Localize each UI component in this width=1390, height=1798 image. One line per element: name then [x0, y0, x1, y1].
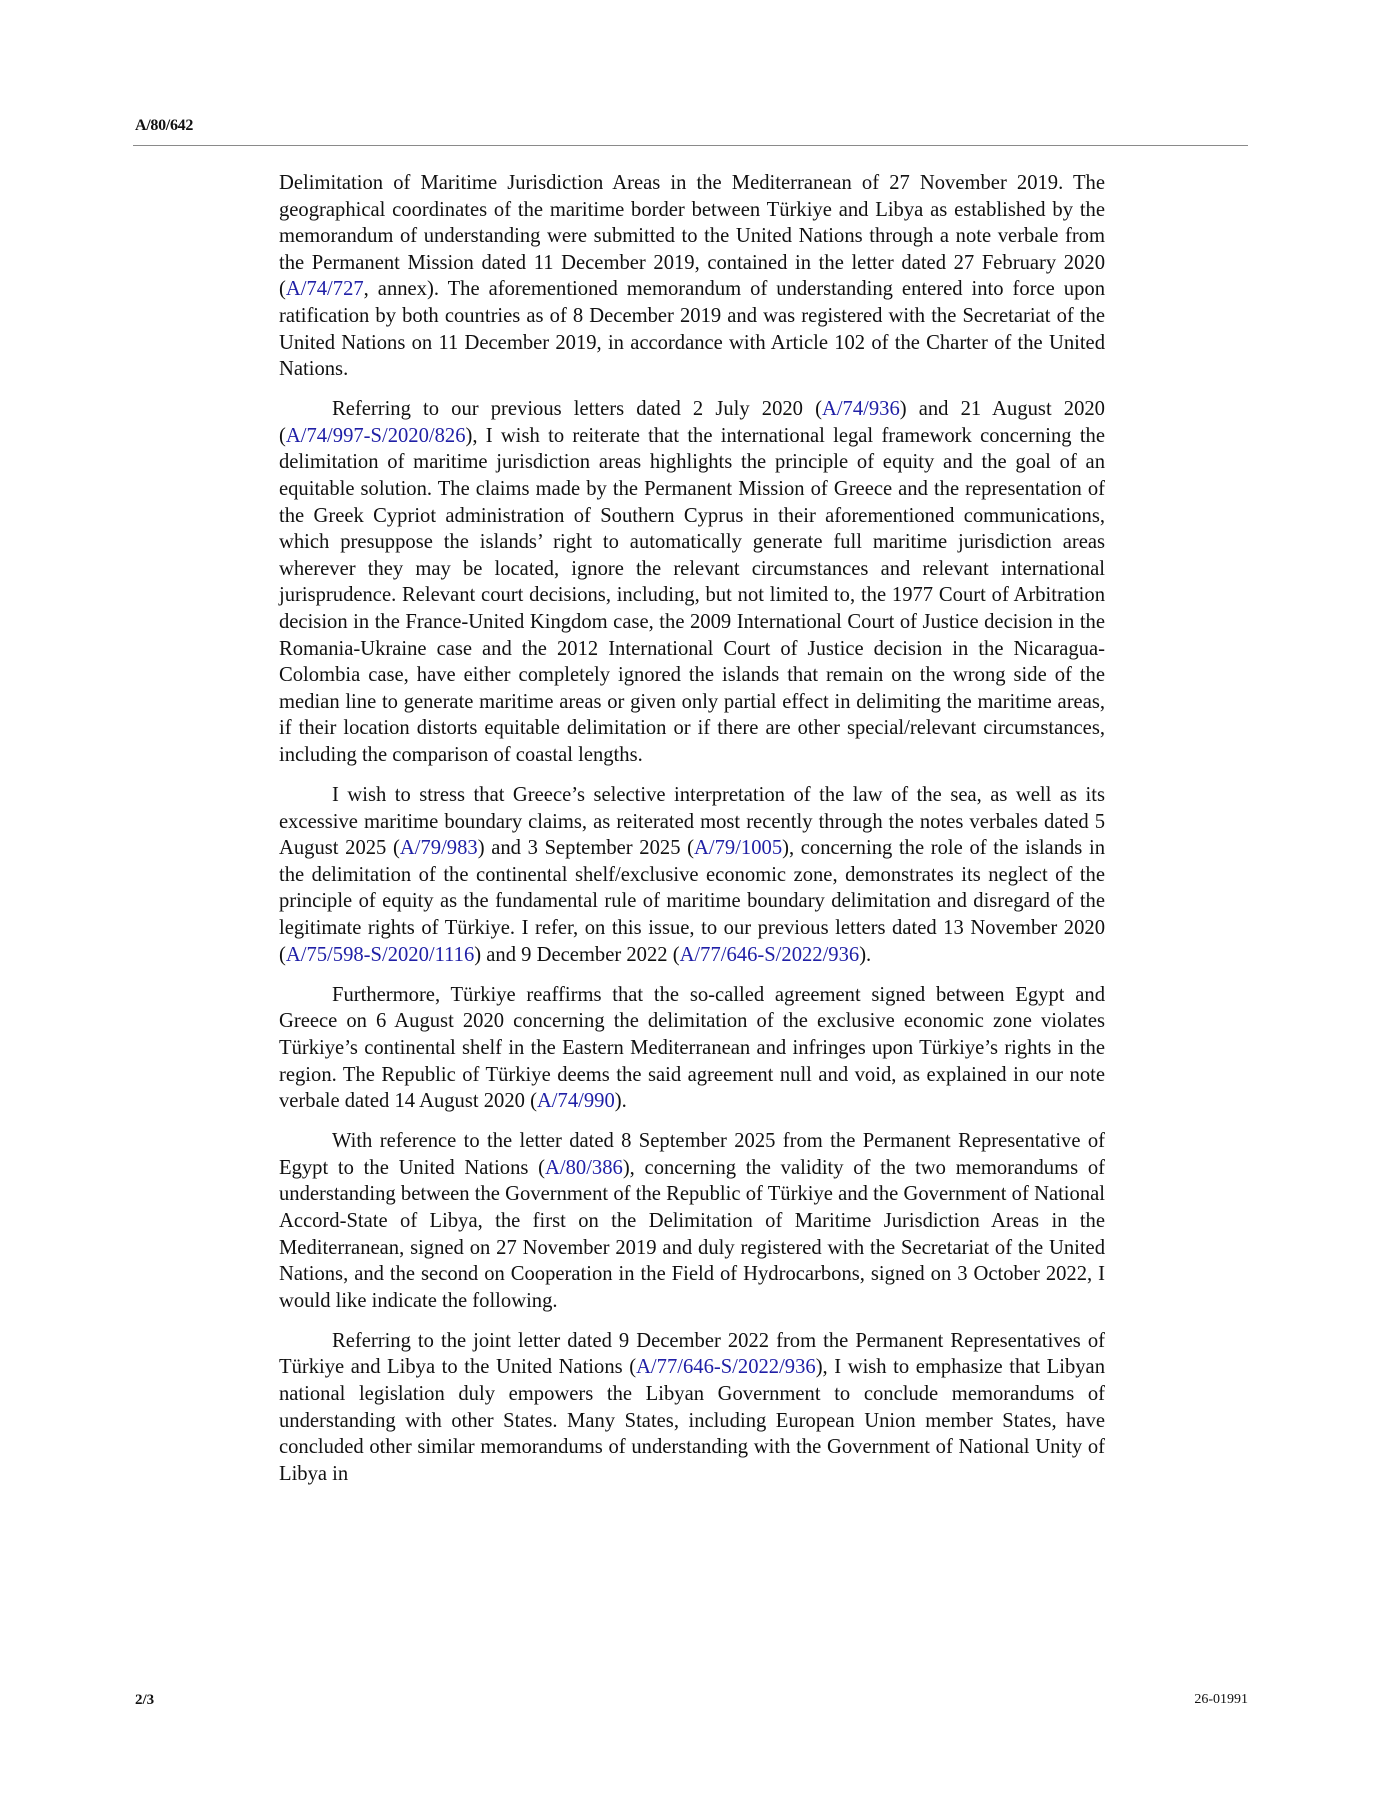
paragraph-text: Referring to our previous letters dated 2 July 2020 ( [332, 398, 822, 421]
body-paragraph [279, 170, 1105, 383]
paragraph-text: I wish to stress that Greece’s selective interpretation of the law of the sea, as well as its excessive maritime boundary claims, as reiterated most recently through the notes verbales dated 5 August 2025 ( [279, 784, 1105, 860]
paragraph-text: , annex). The aforementioned memorandum of understanding entered into force upon ratification by both countries as of 8 December 2019 and was registered with the Secretariat of the United Nations on 11 December 2019, in accordance with Article 102 of the Charter of the United Nations. [279, 278, 1105, 381]
body-paragraph [279, 782, 1105, 968]
paragraph-text: ), I wish to reiterate that the international legal framework concerning the delimitation of maritime jurisdiction areas highlights the principle of equity and the goal of an equitable solution. The claims made by the Permanent Mission of Greece and the representation of the Greek Cypriot administration of Southern Cyprus in their aforementioned communications, which presuppose the islands’ right to automatically generate full maritime jurisdiction areas wherever they may be located, ignore the relevant circumstances and relevant international jurisprudence. Relevant court decisions, including, but not limited to, the 1977 Court of Arbitration decision in the France-United Kingdom case, the 2009 International Court of Justice decision in the Romania-Ukraine case and the 2012 International Court of Justice decision in the Nicaragua-Colombia case, have either completely ignored the islands that remain on the wrong side of the median line to generate maritime areas or given only partial effect in delimiting the maritime areas, if their location distorts equitable delimitation or if there are other special/relevant circumstances, including the comparison of coastal lengths. [279, 424, 1105, 766]
paragraph-text: ), I wish to emphasize that Libyan national legislation duly empowers the Libyan Government to conclude memorandums of understanding with other States. Many States, including European Union member States, have concluded other similar memorandums of understanding with the Government of National Unity of Libya in [279, 1356, 1105, 1485]
paragraph-text: Delimitation of Maritime Jurisdiction Areas in the Mediterranean of 27 November 2019. The geographical coordinates of the maritime border between Türkiye and Libya as established by the memorandum of understanding were submitted to the United Nations through a note verbale from the Permanent Mission dated 11 December 2019, contained in the letter dated 27 February 2020 ( [279, 172, 1105, 301]
paragraph-text: ) and 21 August 2020 ( [279, 398, 1105, 447]
document-reference-link[interactable]: A/74/936 [821, 398, 900, 421]
paragraph-text: With reference to the letter dated 8 September 2025 from the Permanent Representative of Egypt to the United Nations ( [279, 1130, 1105, 1179]
document-reference-link[interactable]: A/79/1005 [694, 837, 783, 860]
document-reference-link[interactable]: A/77/646-S/2022/936 [679, 943, 860, 966]
page-number: 2/3 [135, 1692, 155, 1708]
body-paragraph [279, 1128, 1105, 1314]
body-paragraph [279, 396, 1105, 768]
header-divider [133, 145, 1248, 146]
paragraph-text: Referring to the joint letter dated 9 December 2022 from the Permanent Representatives of Türkiye and Libya to the United Nations ( [279, 1329, 1105, 1379]
job-number: 26-01991 [1194, 1692, 1248, 1707]
paragraph-text: ) and 3 September 2025 ( [477, 837, 695, 860]
paragraph-text: ), concerning the validity of the two memorandums of understanding between the Government of the Republic of Türkiye and the Government of National Accord-State of Libya, the first on the Delimitation of Maritime Jurisdiction Areas in the Mediterranean, signed on 27 November 2019 and duly registered with the Secretariat of the United Nations, and the second on Cooperation in the Field of Hydrocarbons, signed on 3 October 2022, I would like indicate the following. [279, 1156, 1105, 1312]
document-symbol: A/80/642 [135, 117, 194, 134]
document-reference-link[interactable]: A/77/646-S/2022/936 [636, 1356, 816, 1379]
document-reference-link[interactable]: A/79/983 [399, 837, 478, 860]
document-reference-link[interactable]: A/75/598-S/2020/1116 [285, 943, 475, 966]
body-paragraph [279, 982, 1105, 1115]
document-reference-link[interactable]: A/74/990 [536, 1090, 615, 1113]
paragraph-text: ), concerning the role of the islands in the delimitation of the continental shelf/exclusive economic zone, demonstrates its neglect of the principle of equity as the fundamental rule of maritime boundary delimitation and disregard of the legitimate rights of Türkiye. I refer, on this issue, to our previous letters dated 13 November 2020 ( [279, 837, 1105, 966]
document-reference-link[interactable]: A/74/997-S/2020/826 [285, 424, 466, 447]
document-reference-link[interactable]: A/80/386 [545, 1156, 623, 1179]
body-paragraph [279, 1328, 1105, 1488]
paragraph-text: ). [614, 1090, 627, 1113]
paragraph-text: Furthermore, Türkiye reaffirms that the so-called agreement signed between Egypt and Greece on 6 August 2020 concerning the delimitation of the exclusive economic zone violates Türkiye’s continental shelf in the Eastern Mediterranean and infringes upon Türkiye’s rights in the region. The Republic of Türkiye deems the said agreement null and void, as explained in our note verbale dated 14 August 2020 ( [279, 983, 1105, 1113]
paragraph-text: ). [859, 943, 872, 966]
document-body [279, 170, 1105, 1501]
document-reference-link[interactable]: A/74/727 [285, 278, 364, 301]
paragraph-text: ) and 9 December 2022 ( [474, 943, 680, 966]
